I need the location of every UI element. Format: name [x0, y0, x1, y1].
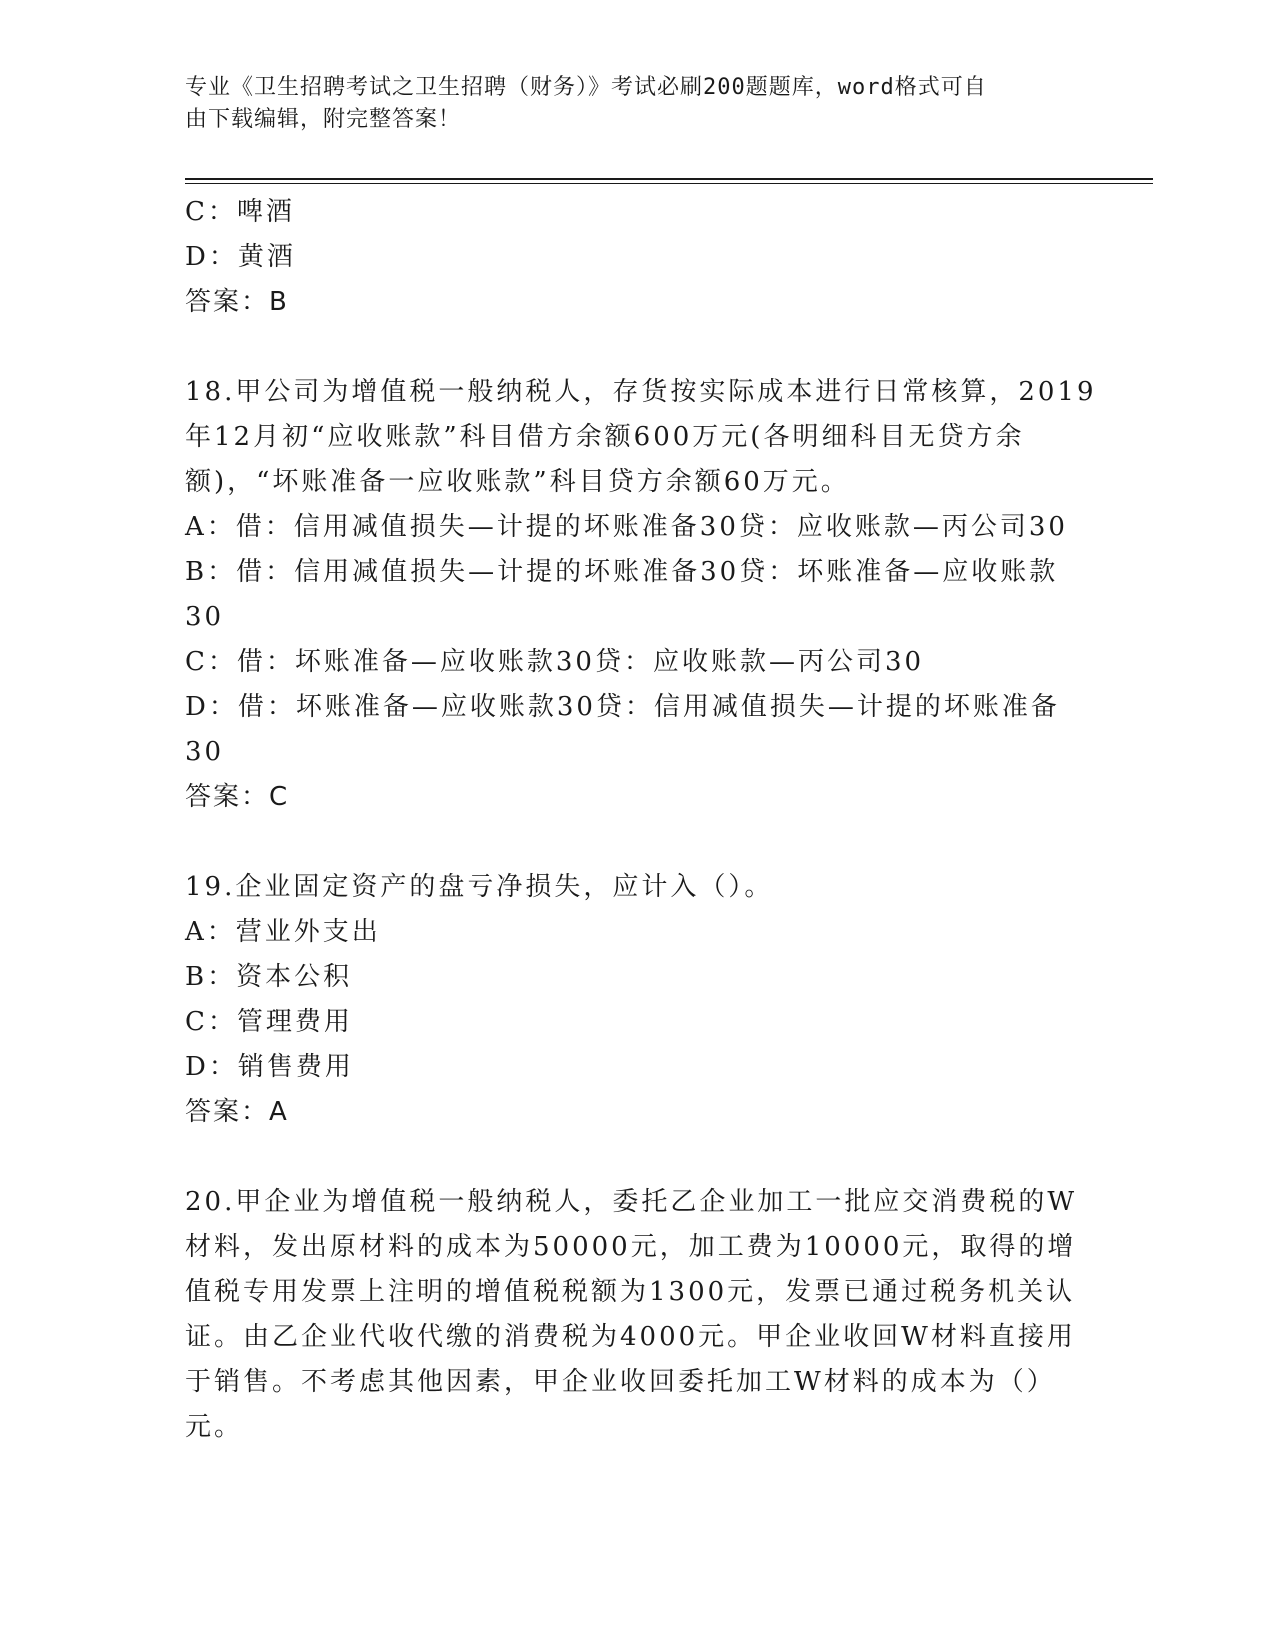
q20-stem-line-6: 元。: [185, 1412, 244, 1442]
q20-stem-line-3: 值税专用发票上注明的增值税税额为1300元，发票已通过税务机关认: [185, 1277, 1076, 1307]
header-rule-thin: [185, 183, 1153, 184]
q18-option-a: A：借：信用减值损失—计提的坏账准备30贷：应收账款—丙公司30: [185, 512, 1068, 542]
header-line-1: 专业《卫生招聘考试之卫生招聘（财务）》考试必刷200题题库，word格式可自: [185, 75, 987, 100]
q17-answer: 答案：B: [185, 287, 289, 317]
q19-option-b: B：资本公积: [185, 962, 353, 992]
spacer: [185, 325, 1085, 370]
q18-stem-line-3: 额)，“坏账准备一应收账款”科目贷方余额60万元。: [185, 467, 850, 497]
q20-stem-line-1: 20.甲企业为增值税一般纳税人，委托乙企业加工一批应交消费税的W: [185, 1187, 1078, 1217]
q19-option-a: A：营业外支出: [185, 917, 381, 947]
header-line-2: 由下载编辑，附完整答案！: [185, 107, 462, 132]
q17-option-c: C：啤酒: [185, 197, 295, 227]
q18-option-d-cont: 30: [185, 737, 225, 767]
q19-option-c: C：管理费用: [185, 1007, 353, 1037]
q19-option-d: D：销售费用: [185, 1052, 354, 1082]
spacer: [185, 1135, 1085, 1180]
q17-option-d: D：黄酒: [185, 242, 296, 272]
q19-stem: 19.企业固定资产的盘亏净损失，应计入（）。: [185, 872, 774, 902]
q18-stem-line-1: 18.甲公司为增值税一般纳税人，存货按实际成本进行日常核算，2019: [185, 377, 1097, 407]
q18-option-d: D：借：坏账准备—应收账款30贷：信用减值损失—计提的坏账准备: [185, 692, 1060, 722]
q18-option-b: B：借：信用减值损失—计提的坏账准备30贷：坏账准备—应收账款: [185, 557, 1059, 587]
header-rule-thick: [185, 178, 1153, 180]
q18-option-c: C：借：坏账准备—应收账款30贷：应收账款—丙公司30: [185, 647, 925, 677]
q18-answer: 答案：C: [185, 782, 290, 812]
q19-answer: 答案：A: [185, 1097, 289, 1127]
q20-stem-line-5: 于销售。不考虑其他因素，甲企业收回委托加工W材料的成本为（）: [185, 1367, 1056, 1397]
q20-stem-line-4: 证。由乙企业代收代缴的消费税为4000元。甲企业收回W材料直接用: [185, 1322, 1076, 1352]
page-header: [185, 72, 1065, 136]
q18-option-b-cont: 30: [185, 602, 225, 632]
spacer: [185, 820, 1085, 865]
q20-stem-line-2: 材料，发出原材料的成本为50000元，加工费为10000元，取得的增: [185, 1232, 1077, 1262]
q18-stem-line-2: 年12月初“应收账款”科目借方余额600万元(各明细科目无贷方余: [185, 422, 1025, 452]
document-body: [185, 190, 1097, 1450]
